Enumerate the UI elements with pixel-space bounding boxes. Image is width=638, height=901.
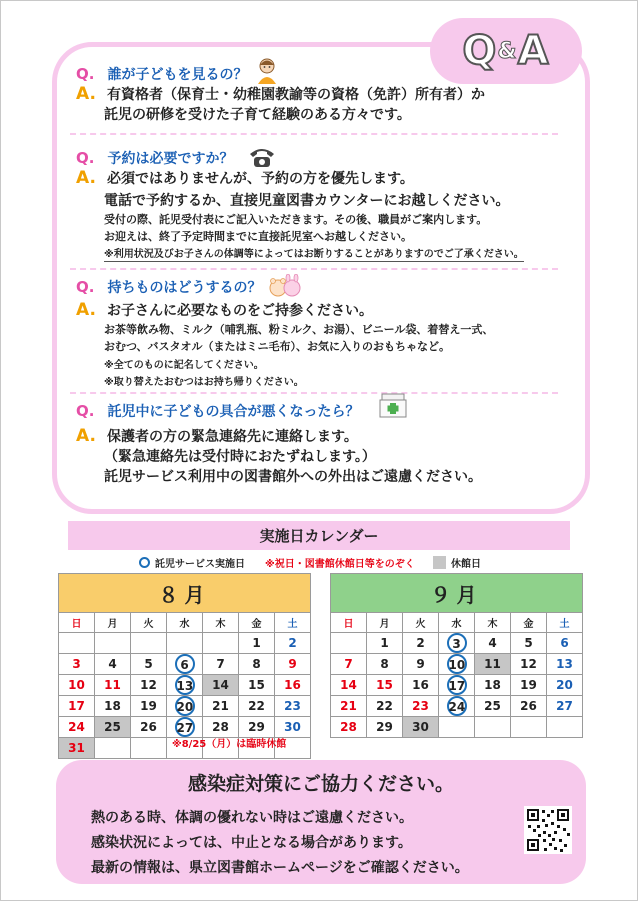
answer-2 <box>76 168 414 188</box>
weekday-header: 土 <box>547 613 583 633</box>
calendar-day: 18 <box>475 675 511 696</box>
calendar-day: 11 <box>475 654 511 675</box>
divider <box>70 268 558 270</box>
calendar-day: 30 <box>403 717 439 738</box>
calendar-day <box>439 675 475 696</box>
calendar-day: 9 <box>403 654 439 675</box>
a-mark: A. <box>76 426 96 446</box>
calendar-day: 27 <box>547 696 583 717</box>
first-aid-kit-icon <box>378 392 408 418</box>
calendar-day: 11 <box>95 675 131 696</box>
calendar-empty-cell <box>95 738 131 759</box>
answer-3-detail-1: お茶等飲み物、ミルク（哺乳瓶、粉ミルク、お湯）、ビニール袋、着替え一式、 <box>104 323 494 336</box>
calendar-day: 6 <box>547 633 583 654</box>
answer-1-line-1: 有資格者（保育士・幼稚園教諭等の資格（免許）所有者）か <box>107 87 486 103</box>
service-day-circle: 10 <box>447 654 467 674</box>
legend-closed-day <box>433 553 481 571</box>
q-mark: Q. <box>76 402 95 420</box>
calendar-day: 25 <box>95 717 131 738</box>
calendar-empty-cell <box>439 717 475 738</box>
service-day-circle: 24 <box>447 696 467 716</box>
calendar-day <box>167 696 203 717</box>
answer-4-line-2: （緊急連絡先は受付時におたずねします。） <box>104 449 376 465</box>
calendar-day: 21 <box>331 696 367 717</box>
calendar-day: 21 <box>203 696 239 717</box>
infection-line-3: 最新の情報は、県立図書館ホームページをご確認ください。 <box>91 860 469 876</box>
qa-badge-q: Q <box>462 28 498 74</box>
calendar-day: 1 <box>239 633 275 654</box>
answer-3-detail-2: おむつ、バスタオル（またはミニ毛布）、お気に入りのおもちゃなど。 <box>104 340 451 353</box>
calendar-day <box>439 696 475 717</box>
weekday-header: 木 <box>475 613 511 633</box>
infection-line-1: 熱のある時、体調の優れない時はご遠慮ください。 <box>91 810 413 826</box>
infection-notice-box <box>56 760 586 884</box>
calendar-day: 15 <box>367 675 403 696</box>
a-mark: A. <box>76 84 96 104</box>
answer-4-line-1: 保護者の方の緊急連絡先に連絡します。 <box>107 429 358 445</box>
calendar-day: 30 <box>275 717 311 738</box>
answer-1 <box>76 84 485 104</box>
calendar-empty-cell <box>95 633 131 654</box>
calendar-day: 25 <box>475 696 511 717</box>
qa-badge-a: A <box>517 28 550 74</box>
gray-square-icon <box>433 556 446 569</box>
answer-3-note-2: ※取り替えたおむつはお持ち帰りください。 <box>104 377 304 388</box>
calendar-empty-cell <box>131 633 167 654</box>
calendar-day: 3 <box>59 654 95 675</box>
calendar-day: 1 <box>367 633 403 654</box>
calendar-day: 15 <box>239 675 275 696</box>
calendar-day: 26 <box>131 717 167 738</box>
service-day-circle: 3 <box>447 633 467 653</box>
calendar-empty-cell <box>131 738 167 759</box>
calendar-day: 28 <box>331 717 367 738</box>
calendar-heading: 実施日カレンダー <box>68 521 570 550</box>
legend-service-day-label: 託児サービス実施日 <box>155 558 245 570</box>
question-3 <box>76 277 262 297</box>
service-day-circle: 17 <box>447 675 467 695</box>
weekday-header: 土 <box>275 613 311 633</box>
calendar-day: 9 <box>275 654 311 675</box>
question-1 <box>76 64 248 84</box>
answer-2-detail-1: 受付の際、託児受付表にご記入いただきます。その後、職員がご案内します。 <box>104 213 488 226</box>
calendar-day: 8 <box>239 654 275 675</box>
q-mark: Q. <box>76 65 95 83</box>
a-mark: A. <box>76 168 96 188</box>
question-4 <box>76 401 360 421</box>
calendar-empty-cell <box>511 717 547 738</box>
calendar-day: 29 <box>239 717 275 738</box>
calendar-day: 26 <box>511 696 547 717</box>
weekday-header: 金 <box>239 613 275 633</box>
calendar-day: 28 <box>203 717 239 738</box>
calendar-day: 8 <box>367 654 403 675</box>
answer-2-note: ※利用状況及びお子さんの体調等によってはお断りすることがありますのでご了承ください。 <box>104 245 524 262</box>
toys-icon <box>268 274 302 298</box>
calendar-day <box>167 654 203 675</box>
calendar-empty-cell <box>475 717 511 738</box>
service-day-circle: 20 <box>175 696 195 716</box>
calendar-day: 19 <box>511 675 547 696</box>
circle-icon <box>139 557 150 568</box>
calendar-day: 23 <box>275 696 311 717</box>
calendar-day: 29 <box>367 717 403 738</box>
calendar-day: 5 <box>511 633 547 654</box>
calendar-empty-cell <box>167 633 203 654</box>
answer-3 <box>76 300 373 320</box>
answer-3-line-1: お子さんに必要なものをご持参ください。 <box>107 303 374 319</box>
calendar-empty-cell <box>59 633 95 654</box>
weekday-header: 金 <box>511 613 547 633</box>
answer-2-detail-2: お迎えは、終了予定時間までに直接託児室へお越しください。 <box>104 230 412 243</box>
calendar-day: 14 <box>203 675 239 696</box>
calendar-day: 16 <box>275 675 311 696</box>
calendar-day: 17 <box>59 696 95 717</box>
legend-closed-day-label: 休館日 <box>451 558 481 570</box>
service-day-circle: 6 <box>175 654 195 674</box>
calendar-day: 18 <box>95 696 131 717</box>
calendar-day: 24 <box>59 717 95 738</box>
calendar-day: 13 <box>547 654 583 675</box>
telephone-icon <box>248 146 276 168</box>
q-mark: Q. <box>76 149 95 167</box>
month-title: ９月 <box>331 574 583 613</box>
calendar-day: 22 <box>239 696 275 717</box>
calendar-day: 31 <box>59 738 95 759</box>
calendar-day <box>439 633 475 654</box>
calendar-day: 5 <box>131 654 167 675</box>
calendar-day: 23 <box>403 696 439 717</box>
service-day-circle: 27 <box>175 717 195 737</box>
answer-4 <box>76 426 358 446</box>
weekday-header: 水 <box>167 613 203 633</box>
calendar-empty-cell <box>203 633 239 654</box>
qa-badge-amp: & <box>497 38 518 64</box>
weekday-header: 月 <box>95 613 131 633</box>
calendar-day: 12 <box>131 675 167 696</box>
question-2 <box>76 148 234 168</box>
divider <box>70 392 558 394</box>
infection-title: 感染症対策にご協力ください。 <box>187 773 454 795</box>
month-title: ８月 <box>59 574 311 613</box>
answer-2-line-1: 必須ではありませんが、予約の方を優先します。 <box>107 171 414 187</box>
calendar-day: 7 <box>203 654 239 675</box>
calendar-empty-cell <box>547 717 583 738</box>
calendar-empty-cell <box>331 633 367 654</box>
service-day-circle: 13 <box>175 675 195 695</box>
weekday-header: 火 <box>403 613 439 633</box>
weekday-header: 日 <box>331 613 367 633</box>
calendar-day: 16 <box>403 675 439 696</box>
calendar-august <box>58 573 311 759</box>
person-icon <box>252 56 282 86</box>
q-mark: Q. <box>76 278 95 296</box>
weekday-header: 月 <box>367 613 403 633</box>
calendar-september <box>330 573 583 738</box>
calendar-day: 2 <box>403 633 439 654</box>
calendar-day: 7 <box>331 654 367 675</box>
calendar-day: 12 <box>511 654 547 675</box>
answer-1-line-2: 託児の研修を受けた子育て経験のある方々です。 <box>104 107 411 123</box>
calendar-day: 2 <box>275 633 311 654</box>
calendar-day: 10 <box>59 675 95 696</box>
august-note: ※8/25（月）は臨時休館 <box>172 739 287 750</box>
divider <box>70 133 558 135</box>
weekday-header: 火 <box>131 613 167 633</box>
calendar-day: 4 <box>95 654 131 675</box>
answer-3-note-1: ※全てのものに記名してください。 <box>104 360 264 371</box>
answer-4-line-3: 託児サービス利用中の図書館外への外出はご遠慮ください。 <box>104 469 482 485</box>
calendar-day: 14 <box>331 675 367 696</box>
qr-code[interactable] <box>524 806 572 854</box>
a-mark: A. <box>76 300 96 320</box>
qa-badge <box>430 18 582 84</box>
legend-exclusion: ※祝日・図書館休館日等をのぞく <box>265 558 415 570</box>
calendar-day: 19 <box>131 696 167 717</box>
weekday-header: 日 <box>59 613 95 633</box>
calendar-day <box>167 675 203 696</box>
question-1-text: 誰が子どもを見るの？ <box>107 67 248 83</box>
question-4-text: 託児中に子どもの具合が悪くなったら？ <box>107 404 360 420</box>
question-3-text: 持ちものはどうするの？ <box>107 280 262 296</box>
answer-2-line-2: 電話で予約するか、直接児童図書カウンターにお越しください。 <box>104 193 510 209</box>
calendar-day: 20 <box>547 675 583 696</box>
weekday-header: 木 <box>203 613 239 633</box>
infection-line-2: 感染状況によっては、中止となる場合があります。 <box>91 835 412 851</box>
calendar-day: 4 <box>475 633 511 654</box>
calendar-day <box>439 654 475 675</box>
question-2-text: 予約は必要ですか？ <box>107 151 234 167</box>
calendar-day: 22 <box>367 696 403 717</box>
weekday-header: 水 <box>439 613 475 633</box>
legend-service-day <box>139 553 245 571</box>
